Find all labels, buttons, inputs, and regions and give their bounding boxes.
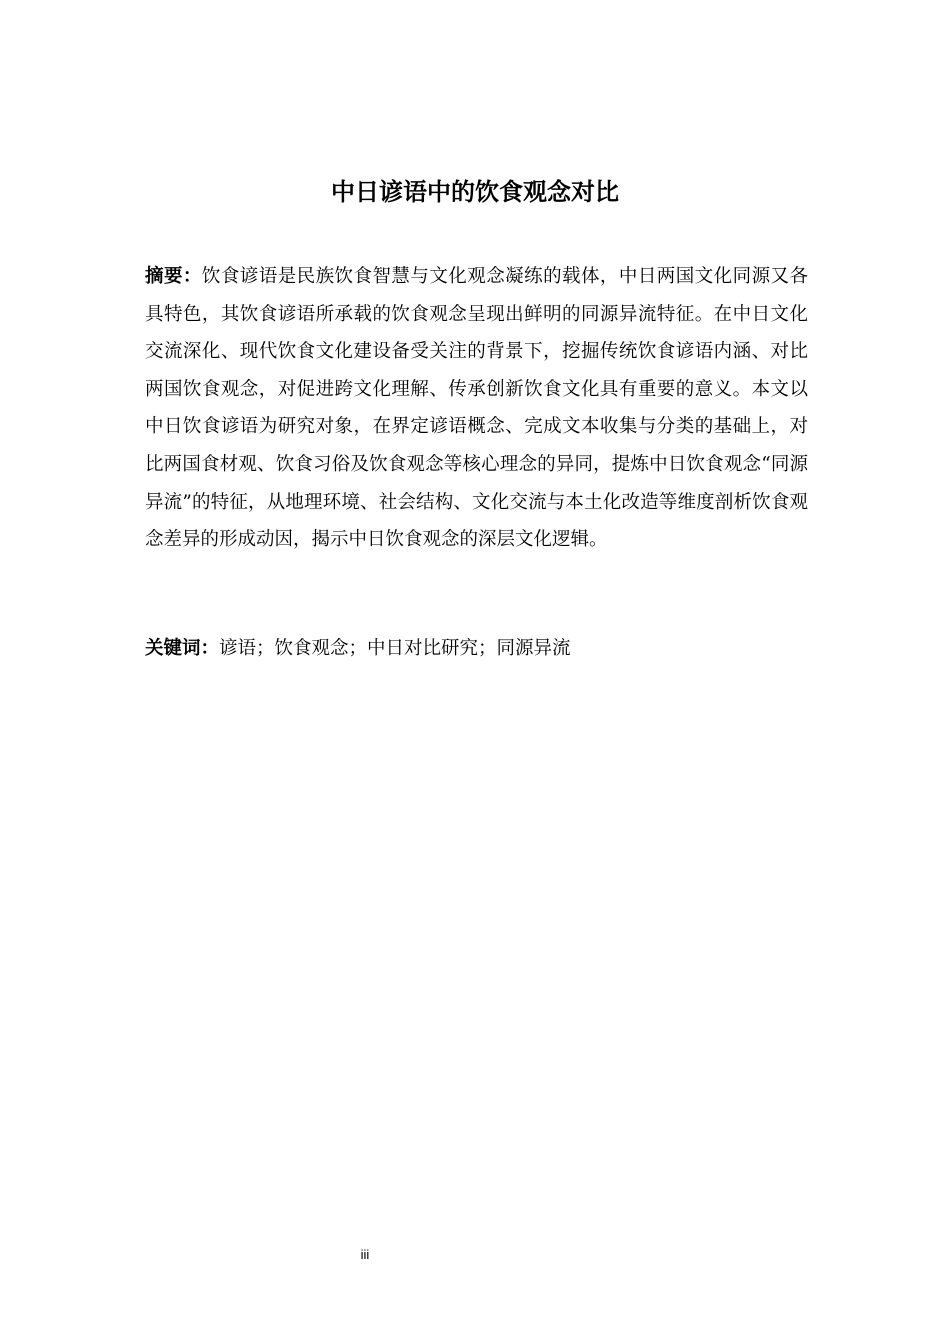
abstract-paragraph — [145, 258, 808, 559]
keywords-text: 谚语；饮食观念；中日对比研究；同源异流 — [219, 638, 571, 659]
page-number: iii — [360, 1247, 370, 1262]
abstract-text: 饮食谚语是民族饮食智慧与文化观念凝练的载体，中日两国文化同源又各具特色，其饮食谚语所承载的饮食观念呈现出鲜明的同源异流特征。在中日文化交流深化、现代饮食文化建设备受关注的背景下，挖掘传统饮食谚语内涵、对比两国饮食观念，对促进跨文化理解、传承创新饮食文化具有重要的意义。本文以中日饮食谚语为研究对象，在界定谚语概念、完成文本收集与分类的基础上，对比两国食材观、饮食习俗及饮食观念等核心理念的异同，提炼中日饮食观念“同源异流”的特征，从地理环境、社会结构、文化交流与本土化改造等维度剖析饮食观念差异的形成动因，揭示中日饮食观念的深层文化逻辑。 — [145, 266, 808, 551]
keywords-paragraph — [145, 630, 808, 668]
keywords-label: 关键词： — [145, 638, 220, 659]
document-title: 中日谚语中的饮食观念对比 — [331, 178, 619, 206]
abstract-label: 摘要： — [145, 266, 202, 287]
